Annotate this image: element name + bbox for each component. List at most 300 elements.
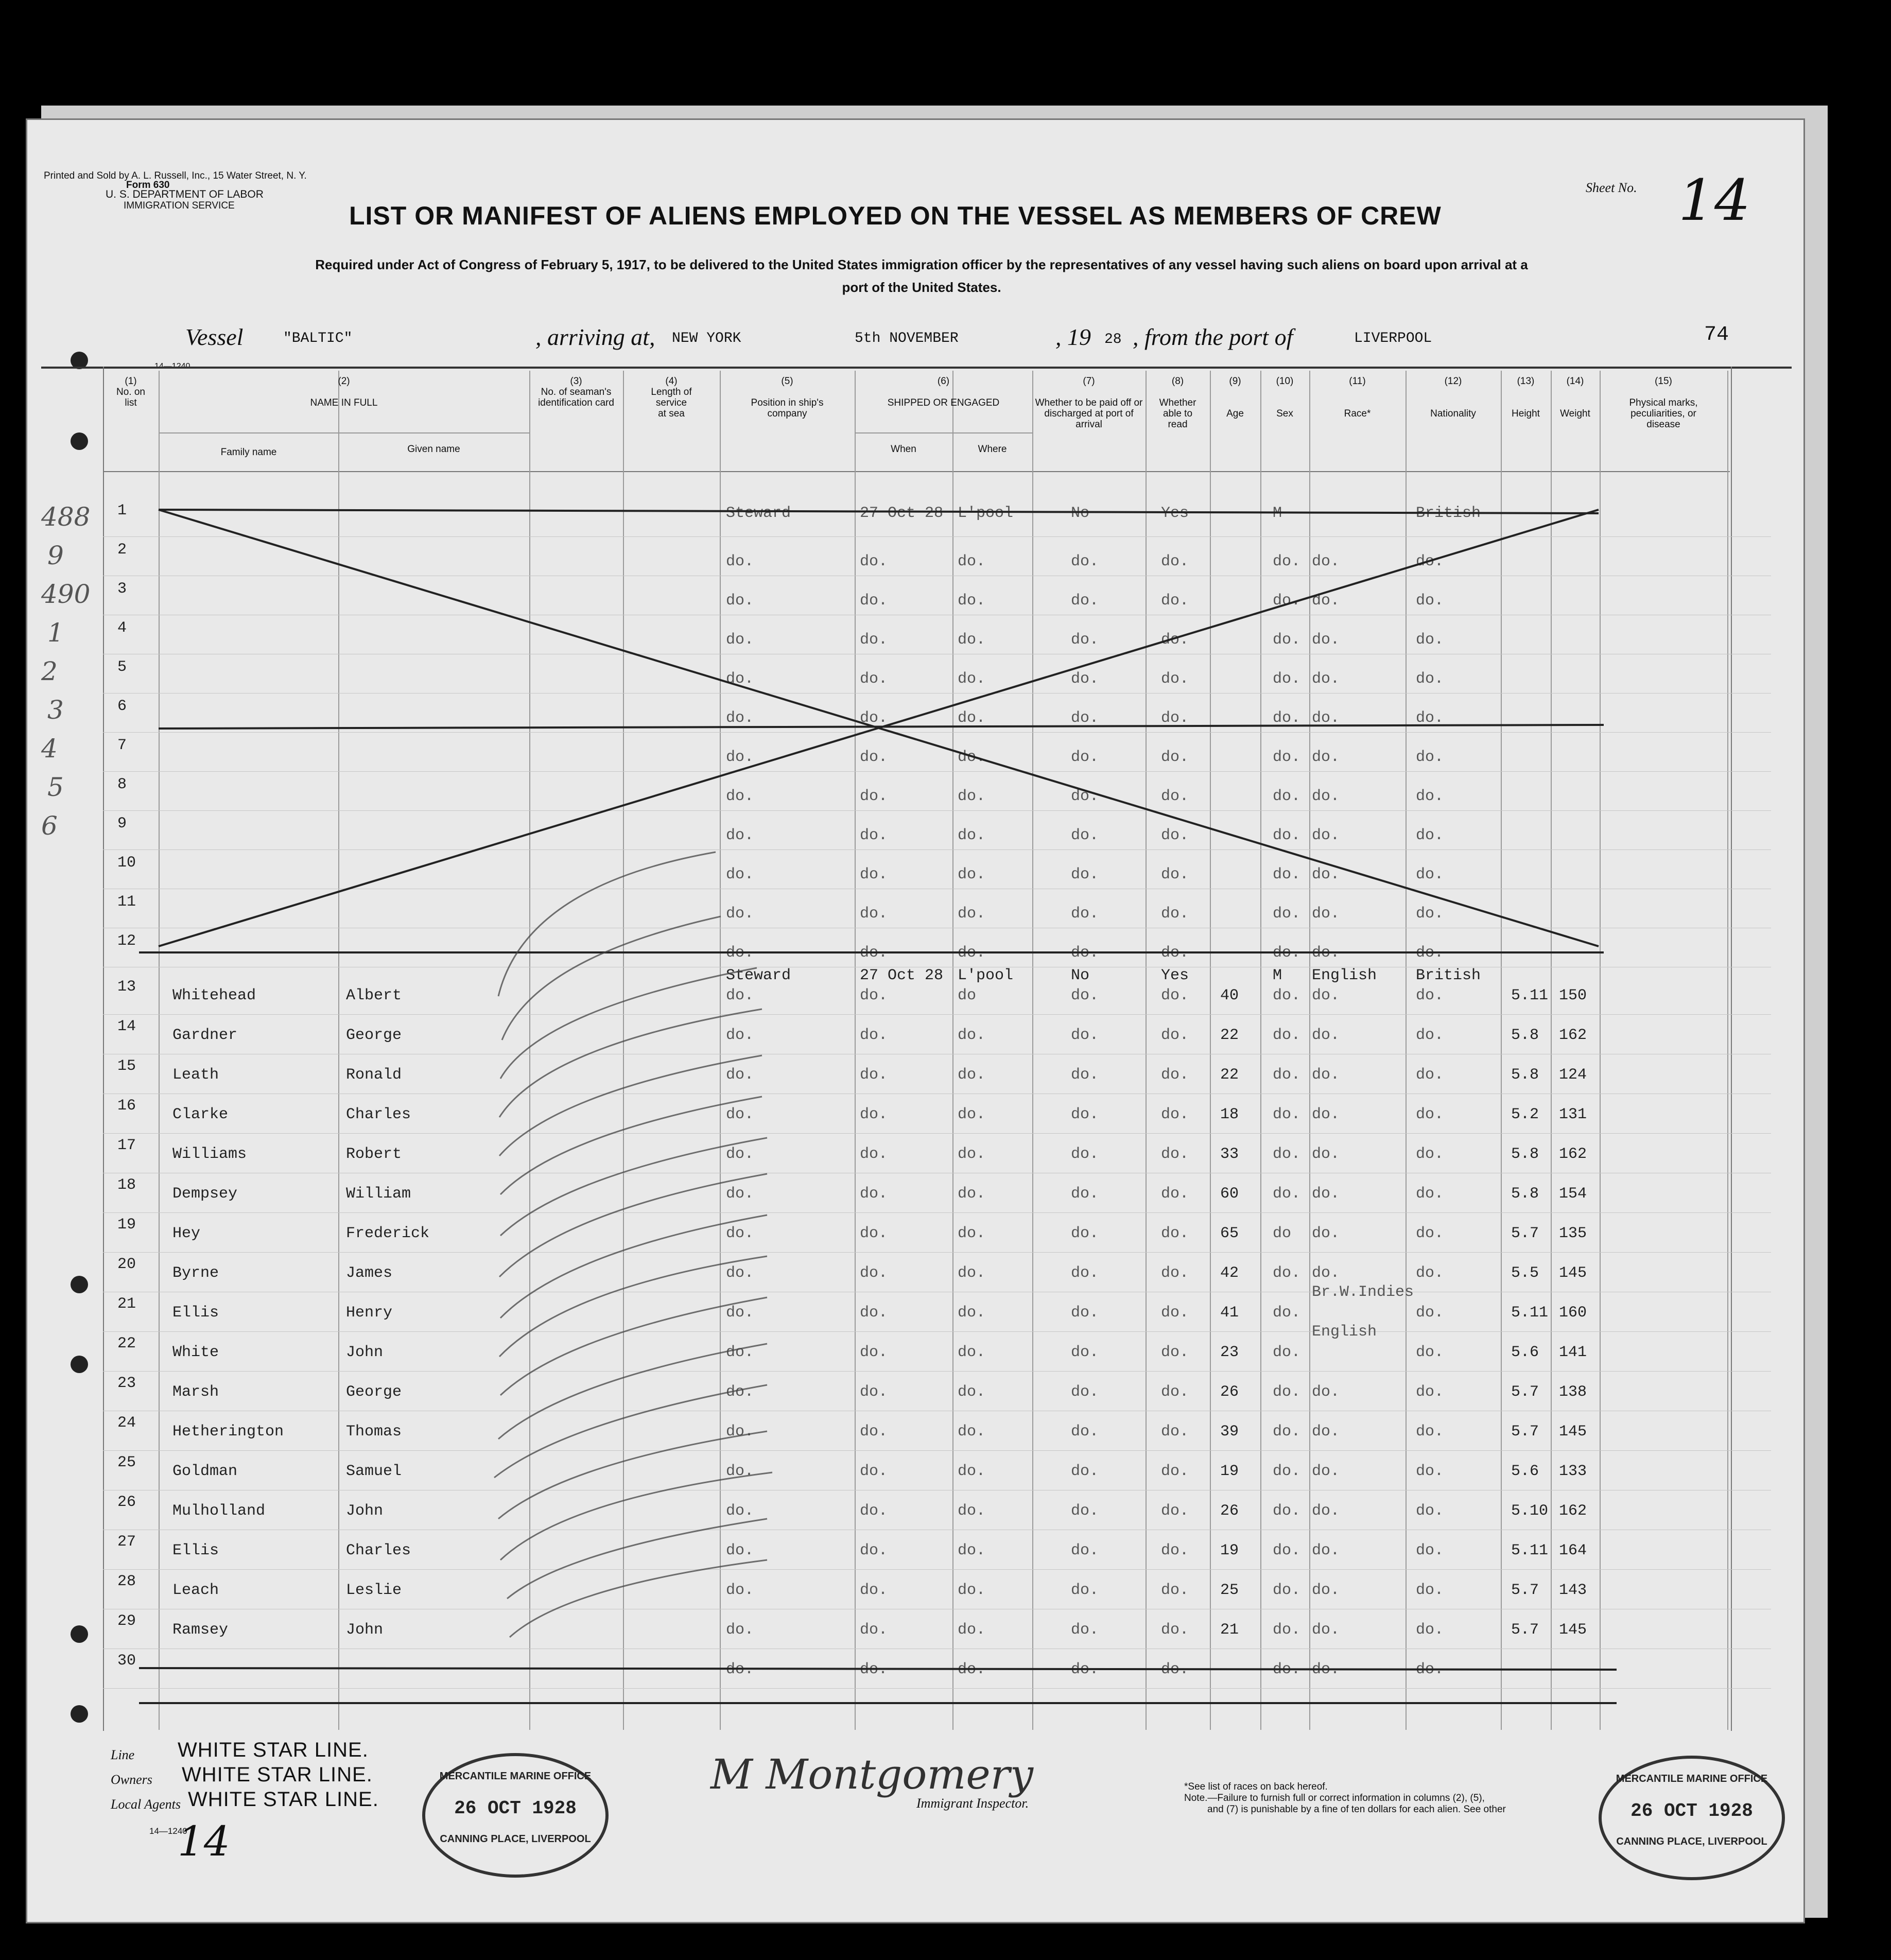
cell-paid: do. [1071,1225,1099,1242]
cell-no: 9 [117,815,127,832]
cell-pos: do. [726,592,754,610]
cell-race: do. [1312,1264,1340,1282]
cell-pos: do. [726,553,754,570]
cell-paid: No [1071,967,1090,984]
cell-race: do. [1312,987,1340,1004]
owners-label: Owners [111,1772,152,1787]
cell-when: do. [860,709,888,727]
cell-where: do. [958,1383,986,1401]
cell-read: do. [1161,866,1189,883]
cell-when: do. [860,944,888,962]
cell-weight: 164 [1559,1542,1587,1559]
cell-sex: do. [1273,1146,1301,1163]
cell-family: Dempsey [172,1185,238,1203]
cell-no: 20 [117,1256,136,1273]
cell-age: 22 [1220,1066,1239,1084]
cell-race: do. [1312,827,1340,844]
arrival-date: 5th NOVEMBER [855,331,959,346]
cell-when: do. [860,553,888,570]
cell-no: 15 [117,1057,136,1075]
cell-nat: do. [1416,1106,1444,1123]
cell-where: do. [958,749,986,766]
footer-labels [111,1743,181,1817]
cell-no: 16 [117,1097,136,1115]
cell-no: 10 [117,854,136,872]
cell-no: 24 [117,1414,136,1432]
cell-paid: do. [1071,905,1099,923]
cell-no: 21 [117,1295,136,1313]
cell-when: 27 Oct 28 [860,505,944,522]
cell-read: do. [1161,670,1189,688]
cell-age: 39 [1220,1423,1239,1441]
cell-family: Williams [172,1146,247,1163]
cell-nat: do. [1416,788,1444,805]
cell-nat: do. [1416,1621,1444,1639]
cell-when: do. [860,987,888,1004]
cell-where: do. [958,670,986,688]
cell-read: do. [1161,1542,1189,1559]
cell-pos: do. [726,670,754,688]
cell-age: 21 [1220,1621,1239,1639]
cell-pos: do. [726,1383,754,1401]
cell-read: do. [1161,1066,1189,1084]
cell-weight: 160 [1559,1304,1587,1322]
cell-pos: do. [726,1304,754,1322]
cell-given: John [346,1621,384,1639]
cell-read: do. [1161,1582,1189,1599]
cell-when: do. [860,788,888,805]
cell-no: 4 [117,619,127,637]
cell-family: White [172,1344,219,1361]
col-header-given: Given name [407,444,460,455]
cell-pos: do. [726,827,754,844]
cell-paid: do. [1071,1463,1099,1480]
cell-given: George [346,1027,402,1044]
cell-race: do. [1312,1027,1340,1044]
cell-sex: do. [1273,1304,1301,1322]
cell-paid: do. [1071,1146,1099,1163]
cell-pos: do. [726,1225,754,1242]
cell-where: do. [958,1463,986,1480]
cell-no: 2 [117,541,127,559]
margin-note: 5 [47,772,64,802]
cell-nat: do. [1416,827,1444,844]
cell-pos: do. [726,788,754,805]
cell-when: do. [860,1264,888,1282]
cell-when: do. [860,1383,888,1401]
cell-no: 5 [117,658,127,676]
margin-note: 1 [47,618,64,648]
cell-sex: M [1273,967,1282,984]
cell-nat: do. [1416,1027,1444,1044]
from-port: LIVERPOOL [1354,331,1432,346]
cell-paid: do. [1071,709,1099,727]
margin-note: 488 [41,502,91,532]
cell-sex: do. [1273,1066,1301,1084]
cell-weight: 154 [1559,1185,1587,1203]
agents-label: Local Agents [111,1797,181,1812]
cell-where: do. [958,866,986,883]
cell-weight: 143 [1559,1582,1587,1599]
cell-height: 5.2 [1511,1106,1539,1123]
cell-when: 27 Oct 28 [860,967,944,984]
cell-paid: do. [1071,1264,1099,1282]
col-header-position: (5) Position in ship's company [751,376,824,419]
cell-race: do. [1312,749,1340,766]
cell-pos: do. [726,1066,754,1084]
cell-nat: do. [1416,1225,1444,1242]
cell-nat: do. [1416,709,1444,727]
cell-where: do. [958,1225,986,1242]
cell-when: do. [860,1225,888,1242]
cell-where: L'pool [958,967,1014,984]
cell-given: William [346,1185,411,1203]
cell-weight: 162 [1559,1502,1587,1520]
cell-sex: do. [1273,1344,1301,1361]
cell-when: do. [860,1304,888,1322]
cell-pos: do. [726,1582,754,1599]
cell-weight: 133 [1559,1463,1587,1480]
col-header-shipped: (6) SHIPPED OR ENGAGED [887,376,1000,408]
owners-value: WHITE STAR LINE. [182,1763,373,1786]
cell-nat: British [1416,505,1481,522]
arriving-port: NEW YORK [672,331,741,346]
cell-nat: do. [1416,1383,1444,1401]
cell-race: do. [1312,1621,1340,1639]
agents-value: WHITE STAR LINE. [188,1788,379,1811]
cell-sex: do. [1273,631,1301,649]
cell-nat: do. [1416,631,1444,649]
cell-paid: do. [1071,553,1099,570]
cell-race: Br.W.Indies [1312,1283,1414,1301]
cell-paid: do. [1071,788,1099,805]
cell-race: do. [1312,1423,1340,1441]
cell-weight: 141 [1559,1344,1587,1361]
cell-read: do. [1161,1383,1189,1401]
cell-family: Leach [172,1582,219,1599]
cell-no: 6 [117,698,127,715]
year-suffix: 28 [1104,332,1122,348]
cell-nat: do. [1416,1066,1444,1084]
cell-race: do. [1312,1661,1340,1678]
cell-paid: do. [1071,1066,1099,1084]
cell-weight: 138 [1559,1383,1587,1401]
cell-race: English [1312,967,1377,984]
page-title: LIST OR MANIFEST OF ALIENS EMPLOYED ON THE VESSEL AS MEMBERS OF CREW [349,201,1442,230]
cell-weight: 135 [1559,1225,1587,1242]
cell-sex: do. [1273,905,1301,923]
col-header-id-card: (3) No. of seaman's identification card [538,376,614,408]
cell-race: do. [1312,1185,1340,1203]
cell-race: do. [1312,1582,1340,1599]
cell-where: do. [958,592,986,610]
cell-given: Leslie [346,1582,402,1599]
mercantile-stamp-right: MERCANTILE MARINE OFFICE 26 OCT 1928 CANNING PLACE, LIVERPOOL [1599,1756,1785,1880]
cell-age: 33 [1220,1146,1239,1163]
cell-no: 22 [117,1335,136,1352]
cell-weight: 145 [1559,1264,1587,1282]
cell-age: 22 [1220,1027,1239,1044]
cell-given: Charles [346,1542,411,1559]
cell-sex: do. [1273,592,1301,610]
cell-paid: do. [1071,1027,1099,1044]
cell-read: do. [1161,1106,1189,1123]
cell-paid: do. [1071,1423,1099,1441]
cell-pos: do. [726,1661,754,1678]
from-label: , from the port of [1133,324,1293,350]
cell-height: 5.8 [1511,1185,1539,1203]
col-header-paid: (7) Whether to be paid off or discharged at port of arrival [1035,376,1143,430]
cell-given: Ronald [346,1066,402,1084]
cell-no: 29 [117,1612,136,1630]
cell-pos: do. [726,631,754,649]
margin-note: 9 [47,541,64,570]
col-header-where: Where [978,444,1007,455]
cell-nat: do. [1416,1264,1444,1282]
cell-given: George [346,1383,402,1401]
cell-sex: do. [1273,670,1301,688]
cell-height: 5.11 [1511,1542,1549,1559]
cell-sex: do. [1273,1264,1301,1282]
col-header-nationality: (12) Nationality [1430,376,1476,419]
cell-paid: do. [1071,1106,1099,1123]
cell-age: 26 [1220,1502,1239,1520]
cell-given: John [346,1344,384,1361]
cell-pos: do. [726,1027,754,1044]
cell-family: Ellis [172,1304,219,1322]
cell-where: do. [958,1066,986,1084]
cell-family: Ramsey [172,1621,229,1639]
cell-sex: do. [1273,1621,1301,1639]
cell-paid: No [1071,505,1090,522]
footer-values [178,1738,379,1812]
cell-where: do. [958,1146,986,1163]
margin-note: 3 [47,695,64,725]
cell-family: Clarke [172,1106,229,1123]
cell-read: do. [1161,749,1189,766]
cell-read: do. [1161,1146,1189,1163]
cell-read: do. [1161,1621,1189,1639]
cell-pos: do. [726,1264,754,1282]
cell-sex: do. [1273,1185,1301,1203]
cell-where: do. [958,631,986,649]
col-header-sex: (10) Sex [1276,376,1294,419]
cell-race: do. [1312,1542,1340,1559]
cell-race: do. [1312,1146,1340,1163]
cell-read: do. [1161,1225,1189,1242]
cell-nat: do. [1416,905,1444,923]
service: IMMIGRATION SERVICE [124,200,235,211]
cell-nat: do. [1416,592,1444,610]
cell-family: Gardner [172,1027,238,1044]
cell-sex: do. [1273,1542,1301,1559]
cell-family: Leath [172,1066,219,1084]
printer-line: Printed and Sold by A. L. Russell, Inc., 15 Water Street, N. Y. [44,170,307,181]
cell-read: do. [1161,1502,1189,1520]
cell-age: 60 [1220,1185,1239,1203]
col-header-race: (11) Race* [1344,376,1371,419]
cell-no: 14 [117,1018,136,1035]
cell-height: 5.6 [1511,1463,1539,1480]
cell-height: 5.7 [1511,1423,1539,1441]
cell-read: do. [1161,905,1189,923]
cell-pos: do. [726,987,754,1004]
cell-height: 5.7 [1511,1383,1539,1401]
cell-race: do. [1312,788,1340,805]
cell-age: 18 [1220,1106,1239,1123]
cell-nat: do. [1416,1146,1444,1163]
cell-when: do. [860,866,888,883]
cell-age: 26 [1220,1383,1239,1401]
cell-no: 3 [117,580,127,598]
cell-sex: do. [1273,709,1301,727]
form-code-bottom: 14—1240 [149,1826,187,1836]
cell-pos: do. [726,1185,754,1203]
cell-read: do. [1161,1661,1189,1678]
cell-pos: do. [726,1344,754,1361]
cell-sex: do. [1273,749,1301,766]
margin-note: 4 [41,734,58,764]
sheet-number: 14 [1678,167,1750,233]
cell-read: do. [1161,553,1189,570]
cell-nat: do. [1416,670,1444,688]
cell-when: do. [860,592,888,610]
cell-nat: do. [1416,553,1444,570]
cell-where: do. [958,1582,986,1599]
cell-sex: do. [1273,866,1301,883]
cell-no: 12 [117,932,136,950]
cell-weight: 131 [1559,1106,1587,1123]
cell-weight: 162 [1559,1027,1587,1044]
cell-height: 5.10 [1511,1502,1549,1520]
cell-age: 42 [1220,1264,1239,1282]
cell-pos: do. [726,1106,754,1123]
cell-paid: do. [1071,749,1099,766]
cell-nat: do. [1416,1582,1444,1599]
cell-nat: do. [1416,1661,1444,1678]
cell-height: 5.8 [1511,1027,1539,1044]
cell-sex: do. [1273,1106,1301,1123]
cell-when: do. [860,1423,888,1441]
cell-race: do. [1312,1106,1340,1123]
cell-paid: do. [1071,827,1099,844]
cell-where: do. [958,1027,986,1044]
cell-sex: do. [1273,1661,1301,1678]
cell-when: do. [860,827,888,844]
cell-when: do. [860,1661,888,1678]
cell-pos: do. [726,749,754,766]
cell-where: do. [958,1344,986,1361]
cell-pos: do. [726,944,754,962]
cell-pos: do. [726,866,754,883]
cell-age: 19 [1220,1542,1239,1559]
cell-when: do. [860,1146,888,1163]
cell-nat: do. [1416,1423,1444,1441]
cell-race: do. [1312,631,1340,649]
cell-paid: do. [1071,944,1099,962]
year-prefix: , 19 [1055,324,1091,350]
cell-sex: M [1273,505,1282,522]
cell-paid: do. [1071,1542,1099,1559]
cell-given: Thomas [346,1423,402,1441]
cell-where: do. [958,1106,986,1123]
handwritten-number: 14 [178,1817,230,1865]
cell-family: Byrne [172,1264,219,1282]
vessel-label: Vessel [185,324,244,350]
cell-when: do. [860,1106,888,1123]
cell-no: 28 [117,1573,136,1590]
cell-family: Hetherington [172,1423,284,1441]
cell-where: do. [958,1264,986,1282]
col-header-no: (1) No. on list [116,376,145,408]
cell-paid: do. [1071,1344,1099,1361]
cell-when: do. [860,1027,888,1044]
cell-nat: do. [1416,944,1444,962]
cell-no: 30 [117,1652,136,1670]
col-header-family: Family name [220,447,277,458]
cell-sex: do. [1273,944,1301,962]
cell-nat: do. [1416,1542,1444,1559]
cell-paid: do. [1071,866,1099,883]
cell-where: do. [958,1502,986,1520]
cell-paid: do. [1071,670,1099,688]
cell-read: do. [1161,1027,1189,1044]
cell-age: 41 [1220,1304,1239,1322]
corner-number: 74 [1704,323,1729,346]
col-header-length: (4) Length of service at sea [651,376,692,419]
cell-read: do. [1161,709,1189,727]
cell-read: do. [1161,1304,1189,1322]
cell-where: do. [958,1661,986,1678]
cell-read: do. [1161,1423,1189,1441]
arriving-label: , arriving at, [535,324,655,350]
cell-pos: do. [726,1542,754,1559]
cell-sex: do. [1273,788,1301,805]
cell-read: do. [1161,944,1189,962]
cell-when: do. [860,670,888,688]
cell-read: do. [1161,827,1189,844]
cell-read: do. [1161,1185,1189,1203]
cell-age: 25 [1220,1582,1239,1599]
cell-pos: do. [726,1463,754,1480]
line-label: Line [111,1747,135,1762]
cell-where: do. [958,1542,986,1559]
cell-where: do. [958,1185,986,1203]
cell-when: do. [860,631,888,649]
cell-pos: do. [726,1423,754,1441]
col-header-weight: (14) Weight [1560,376,1590,419]
cell-where: do. [958,905,986,923]
form-number: Form 630 [126,180,170,190]
cell-height: 5.11 [1511,1304,1549,1322]
col-header-read: (8) Whether able to read [1159,376,1196,430]
cell-sex: do. [1273,1383,1301,1401]
cell-sex: do. [1273,827,1301,844]
cell-race: do. [1312,553,1340,570]
cell-when: do. [860,749,888,766]
cell-weight: 145 [1559,1423,1587,1441]
cell-height: 5.8 [1511,1146,1539,1163]
cell-race: do. [1312,1502,1340,1520]
cell-family: Mulholland [172,1502,266,1520]
cell-height: 5.7 [1511,1225,1539,1242]
cell-height: 5.11 [1511,987,1549,1004]
cell-paid: do. [1071,1185,1099,1203]
cell-paid: do. [1071,1582,1099,1599]
cell-nat: do. [1416,1344,1444,1361]
cell-height: 5.8 [1511,1066,1539,1084]
cell-sex: do. [1273,553,1301,570]
